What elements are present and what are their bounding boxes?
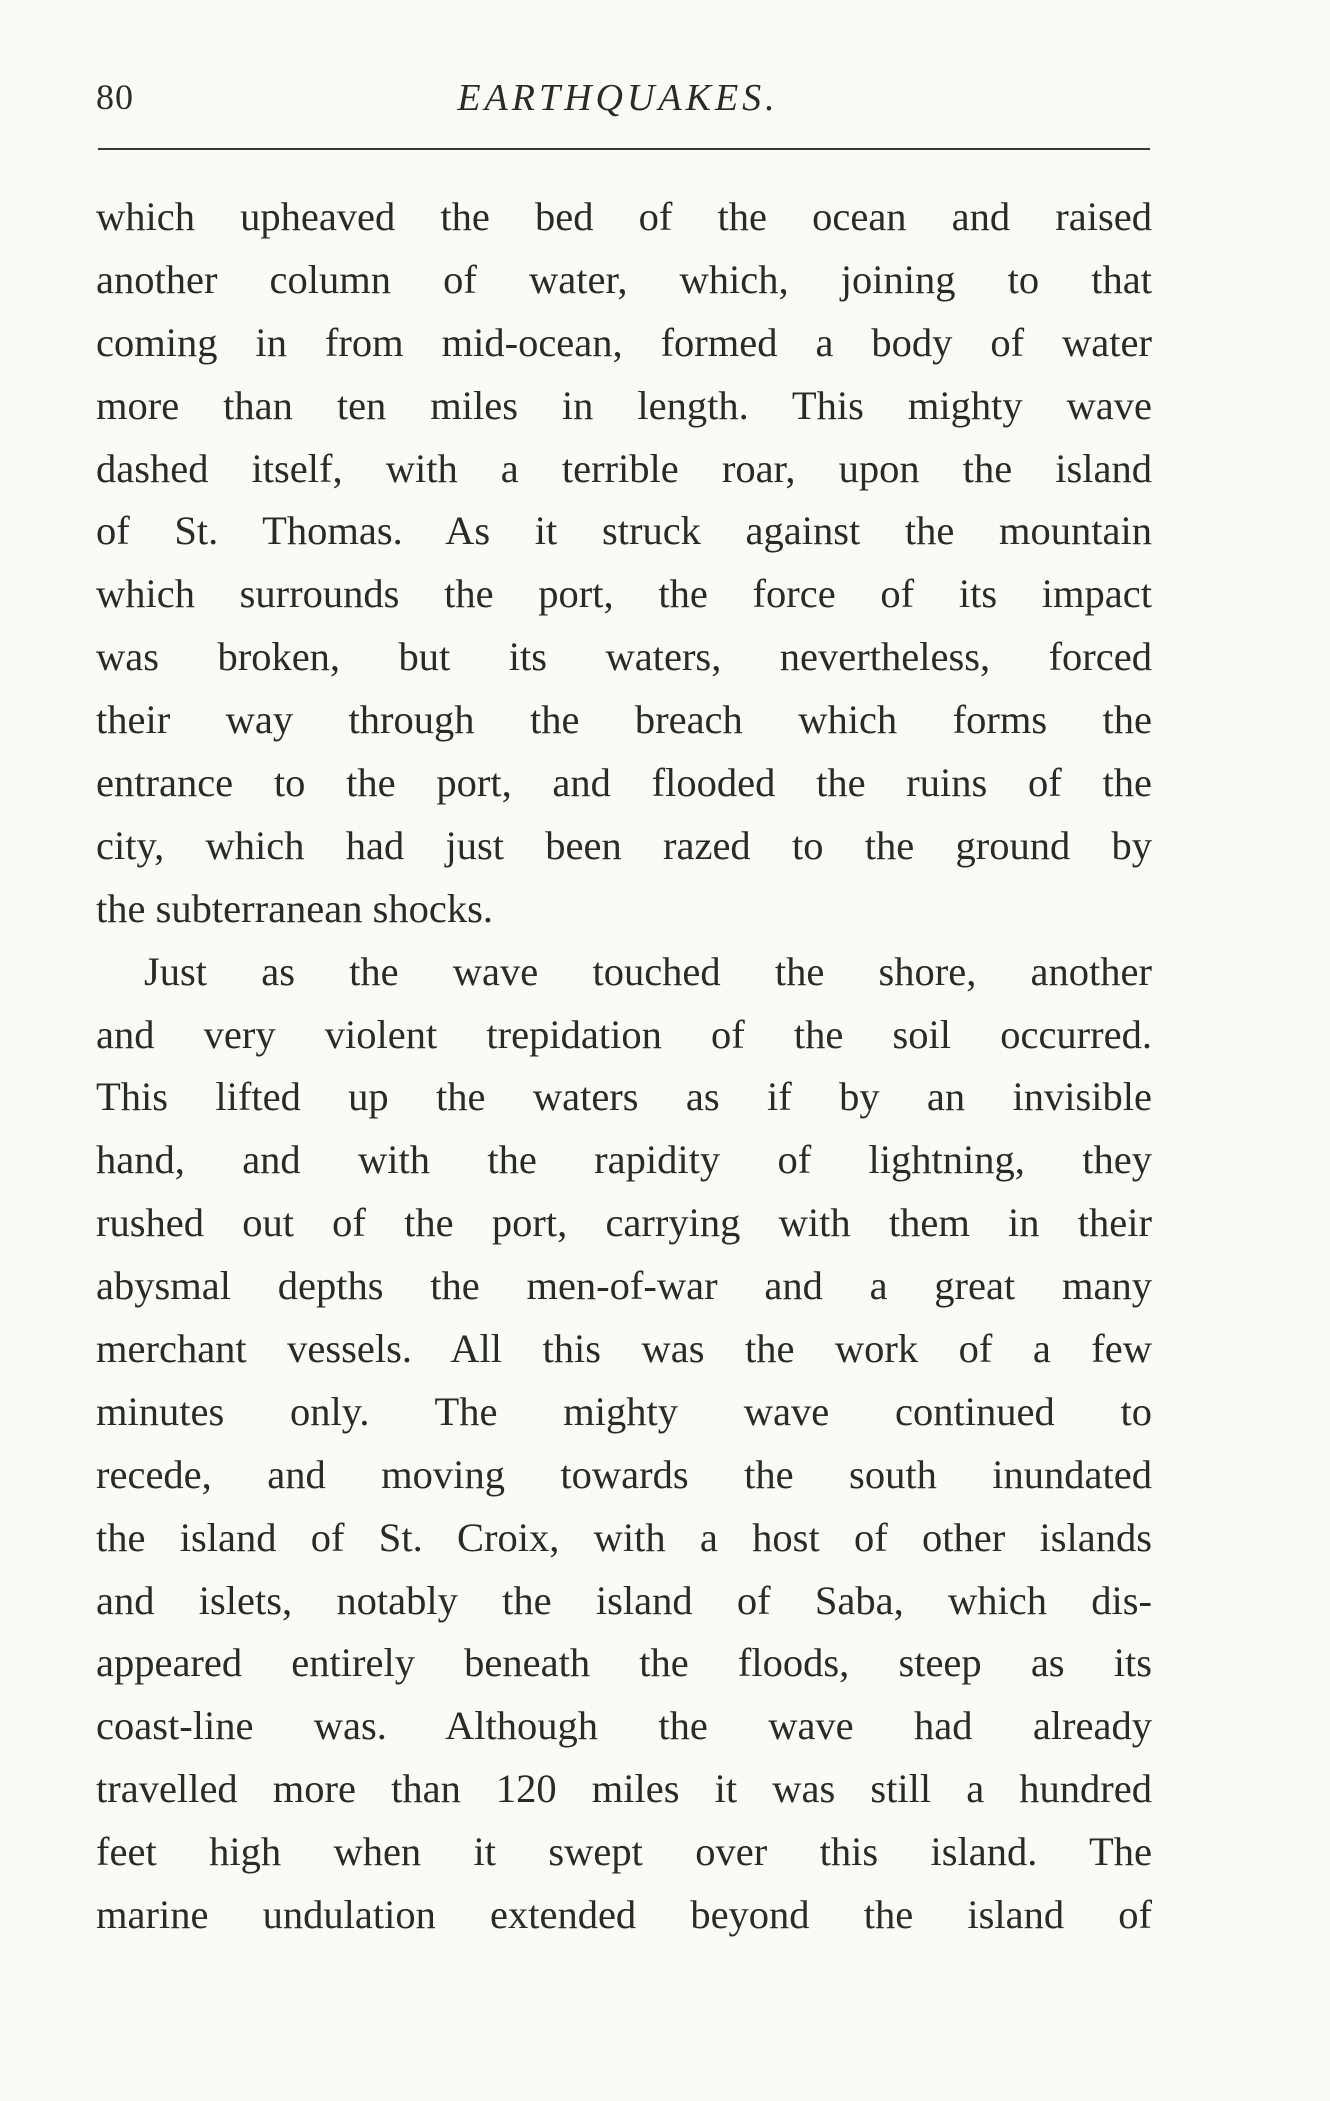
page-header <box>96 76 1152 136</box>
text-line: of St. Thomas. As it struck against the mountain <box>96 508 1152 554</box>
text-line: city, which had just been razed to the ground by <box>96 822 1152 868</box>
text-line: which upheaved the bed of the ocean and raised <box>96 194 1152 239</box>
paragraph-end-line: the subterranean shocks. <box>96 885 493 931</box>
text-line: their way through the breach which forms the <box>96 697 1152 743</box>
text-line: minutes only. The mighty wave continued to <box>96 1388 1152 1434</box>
text-line: and islets, notably the island of Saba, which dis- <box>96 1577 1152 1623</box>
text-line: merchant vessels. All this was the work of a few <box>96 1326 1152 1372</box>
text-line: coming in from mid-ocean, formed a body of water <box>96 319 1152 365</box>
text-line: the island of St. Croix, with a host of other islands <box>96 1514 1152 1560</box>
text-line: and very violent trepidation of the soil occurred. <box>96 1011 1152 1057</box>
body-text <box>96 186 1152 1947</box>
text-line: feet high when it swept over this island. The <box>96 1829 1152 1875</box>
text-line: more than ten miles in length. This mighty wave <box>96 382 1152 428</box>
text-line: which surrounds the port, the force of its impact <box>96 571 1152 617</box>
text-line: rushed out of the port, carrying with them in their <box>96 1200 1152 1246</box>
text-line: coast-line was. Although the wave had already <box>96 1703 1152 1749</box>
text-line: abysmal depths the men-of-war and a great many <box>96 1263 1152 1309</box>
text-line: dashed itself, with a terrible roar, upon the island <box>96 445 1152 491</box>
text-line: hand, and with the rapidity of lightning, they <box>96 1137 1152 1183</box>
text-line: marine undulation extended beyond the island of <box>96 1892 1152 1938</box>
paragraph-start-line: Just as the wave touched the shore, another <box>144 948 1152 994</box>
text-line: recede, and moving towards the south inundated <box>96 1451 1152 1497</box>
text-line: was broken, but its waters, nevertheless, forced <box>96 634 1152 680</box>
text-line: appeared entirely beneath the floods, steep as its <box>96 1640 1152 1686</box>
text-line: travelled more than 120 miles it was still a hundred <box>96 1766 1152 1812</box>
text-line: entrance to the port, and flooded the ruins of the <box>96 760 1152 806</box>
header-rule <box>98 148 1150 150</box>
page-number: 80 <box>96 77 134 117</box>
running-title: EARTHQUAKES. <box>457 77 779 119</box>
text-line: This lifted up the waters as if by an invisible <box>96 1074 1152 1120</box>
text-line: another column of water, which, joining to that <box>96 256 1152 302</box>
